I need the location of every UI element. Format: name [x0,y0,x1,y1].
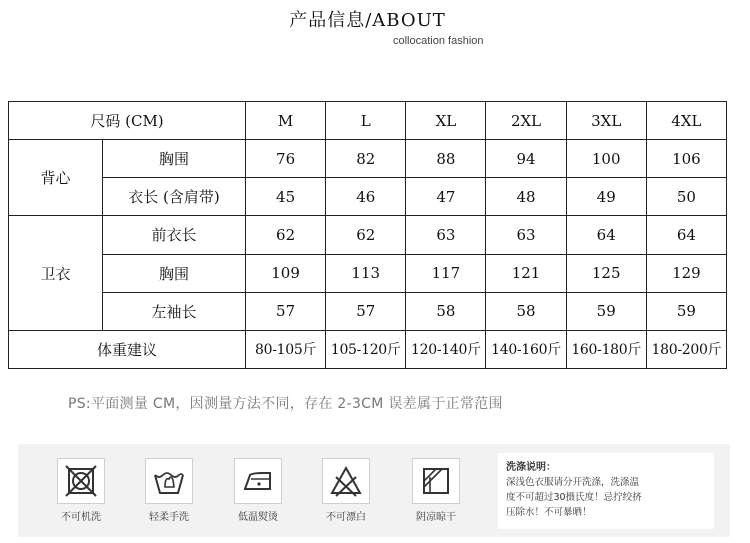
table-cell: 57 [326,292,406,330]
group-label-hoodie: 卫衣 [9,216,103,330]
table-cell: 58 [406,292,486,330]
table-cell: 48 [486,178,566,216]
table-cell: 49 [566,178,646,216]
table-cell: 62 [326,216,406,254]
row-label: 胸围 [103,140,246,178]
care-label: 不可机洗 [61,512,101,523]
table-row [9,292,727,330]
page-title: 产品信息/ABOUT [289,10,446,31]
table-cell: 88 [406,140,486,178]
table-cell: 100 [566,140,646,178]
size-col-header: M [246,102,326,140]
table-cell: 113 [326,254,406,292]
table-cell: 121 [486,254,566,292]
shade-dry-icon [412,458,460,504]
table-cell: 82 [326,140,406,178]
wash-title: 洗涤说明： [506,462,556,473]
table-cell: 109 [246,254,326,292]
no-bleach-icon [322,458,370,504]
table-cell: 129 [646,254,726,292]
size-header-label: 尺码 (CM) [9,102,246,140]
table-cell: 76 [246,140,326,178]
care-panel [18,444,730,537]
table-cell: 59 [566,292,646,330]
row-label: 前衣长 [103,216,246,254]
size-col-header: XL [406,102,486,140]
size-col-header: 4XL [646,102,726,140]
care-item-hand-wash [134,458,204,523]
no-machine-wash-icon [57,458,105,504]
weight-cell: 140-160斤 [486,330,566,368]
size-header-row [9,102,727,140]
care-item-no-bleach [311,458,381,523]
row-label: 衣长 (含肩带) [103,178,246,216]
row-label: 胸围 [103,254,246,292]
weight-cell: 160-180斤 [566,330,646,368]
table-cell: 58 [486,292,566,330]
table-cell: 47 [406,178,486,216]
table-cell: 62 [246,216,326,254]
wash-line: 压除水！不可暴晒！ [506,507,592,518]
table-cell: 59 [646,292,726,330]
weight-cell: 120-140斤 [406,330,486,368]
table-row [9,140,727,178]
weight-row [9,330,727,368]
table-cell: 94 [486,140,566,178]
page-subtitle: collocation fashion [393,35,484,47]
table-cell: 64 [566,216,646,254]
weight-cell: 80-105斤 [246,330,326,368]
weight-label: 体重建议 [9,330,246,368]
care-item-shade-dry [401,458,471,523]
table-row [9,178,727,216]
table-cell: 50 [646,178,726,216]
table-cell: 106 [646,140,726,178]
care-label: 不可漂白 [326,512,366,523]
table-row [9,254,727,292]
care-label: 低温熨烫 [238,512,278,523]
table-cell: 46 [326,178,406,216]
weight-cell: 105-120斤 [326,330,406,368]
table-cell: 117 [406,254,486,292]
wash-instructions [498,453,714,529]
hand-wash-icon [145,458,193,504]
table-cell: 64 [646,216,726,254]
measurement-note: PS:平面测量 CM，因测量方法不同，存在 2-3CM 误差属于正常范围 [68,396,503,412]
table-cell: 125 [566,254,646,292]
care-label: 轻柔手洗 [149,512,189,523]
care-item-low-iron [223,458,293,523]
care-item-no-machine-wash [46,458,116,523]
wash-line: 度不可超过30摄氏度！忌拧绞挤 [506,492,642,503]
size-table [8,101,727,369]
table-row [9,216,727,254]
table-cell: 57 [246,292,326,330]
row-label: 左袖长 [103,292,246,330]
size-col-header: L [326,102,406,140]
group-label-vest: 背心 [9,140,103,216]
wash-line: 深浅色衣服请分开洗涤，洗涤温 [506,477,640,488]
table-cell: 63 [406,216,486,254]
size-col-header: 3XL [566,102,646,140]
weight-cell: 180-200斤 [646,330,726,368]
care-label: 阴凉晾干 [416,512,456,523]
table-cell: 63 [486,216,566,254]
size-col-header: 2XL [486,102,566,140]
low-iron-icon [234,458,282,504]
table-cell: 45 [246,178,326,216]
